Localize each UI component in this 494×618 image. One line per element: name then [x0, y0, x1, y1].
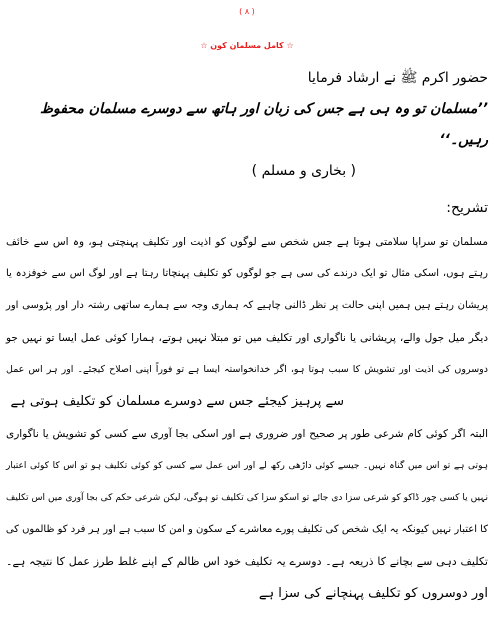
intro-line: حضور اکرم ﷺ نے ارشاد فرمایا [307, 70, 488, 86]
hadith-line-1: ’’مسلمان تو وہ ہی ہے جس کی زبان اور ہاتھ سے دوسرے مسلمان محفوظ [40, 101, 488, 117]
paragraph-line: پریشان رہتے ہیں ہمیں اپنی حالت پر نظر ڈالنی چاہیے کہ ہماری وجہ سے ہمارے ساتھی رشتہ دار اور پڑوسی اور [6, 300, 488, 311]
paragraph-line: کا اعتبار نہیں کیونکہ یہ ایک شخص کی تکلیف پورے معاشرے کے سکون و امن کا سبب ہے اور ہر فرد کو ظالموں کی [5, 524, 488, 535]
paragraph-line: رہتے ہوں، اسکی مثال تو ایک درندے کی سی ہے جو لوگوں کو تکلیف پہنچاتا رہتا ہے اور لوگ اس سے خوفزدہ یا [6, 268, 488, 279]
page-title: ☆ کامل مسلمان کون ☆ [200, 41, 294, 50]
explanation-label: تشریح: [446, 200, 488, 216]
paragraph-line: دوسروں کی اذیت اور تشویش کا سبب ہوتا ہو، اگر خدانخواستہ ایسا ہے تو فوراً اپنی اصلاح کیجئے۔ اور ہر اس عمل [6, 364, 488, 375]
paragraph-line: تکلیف دہی سے بچانے کا ذریعہ ہے۔ دوسرے یہ تکلیف خود اس ظالم کے اپنے غلط طرز عمل کا نتیجہ ہے۔ [6, 555, 488, 568]
paragraph-line: اور دوسروں کو تکلیف پہنچانے کی سزا ہے [258, 586, 488, 601]
paragraph-line: سے پرہیز کیجئے جس سے دوسرے مسلمان کو تکلیف ہوتی ہے [10, 394, 344, 409]
hadith-reference: ( بخاری و مسلم ) [251, 163, 356, 179]
paragraph-line: دیگر میل جول والے، پریشانی یا ناگواری اور تکلیف میں تو مبتلا نہیں ہوتے، ہمارا کوئی عمل ایسا تو نہیں جو [6, 332, 488, 344]
page-number: ( ۸ ) [239, 7, 255, 16]
hadith-line-2: رہیں۔‘‘ [439, 132, 488, 148]
paragraph-line: مسلمان تو سراپا سلامتی ہوتا ہے جس شخص سے لوگوں کو اذیت اور تکلیف پہنچتی ہو، وہ اس سے خائف [6, 236, 488, 248]
paragraph-line: نہیں یا کسی چور ڈاکو کو شرعی سزا دی جائے تو اسکو سزا کی تکلیف تو ہوگی، لیکن شرعی حکم کی بجا آوری میں اس تکلیف [6, 493, 488, 503]
paragraph-line: البتہ اگر کوئی کام شرعی طور پر صحیح اور ضروری ہے اور اسکی بجا آوری سے کسی کو تشویش یا ناگواری [6, 428, 488, 440]
paragraph-line: ہوتی ہے تو اس میں گناہ نہیں۔ جیسے کوئی داڑھی رکھ لے اور اس عمل سے کسی کو کوئی تکلیف ہو تو اس کا کوئی اعتبار [6, 461, 488, 471]
